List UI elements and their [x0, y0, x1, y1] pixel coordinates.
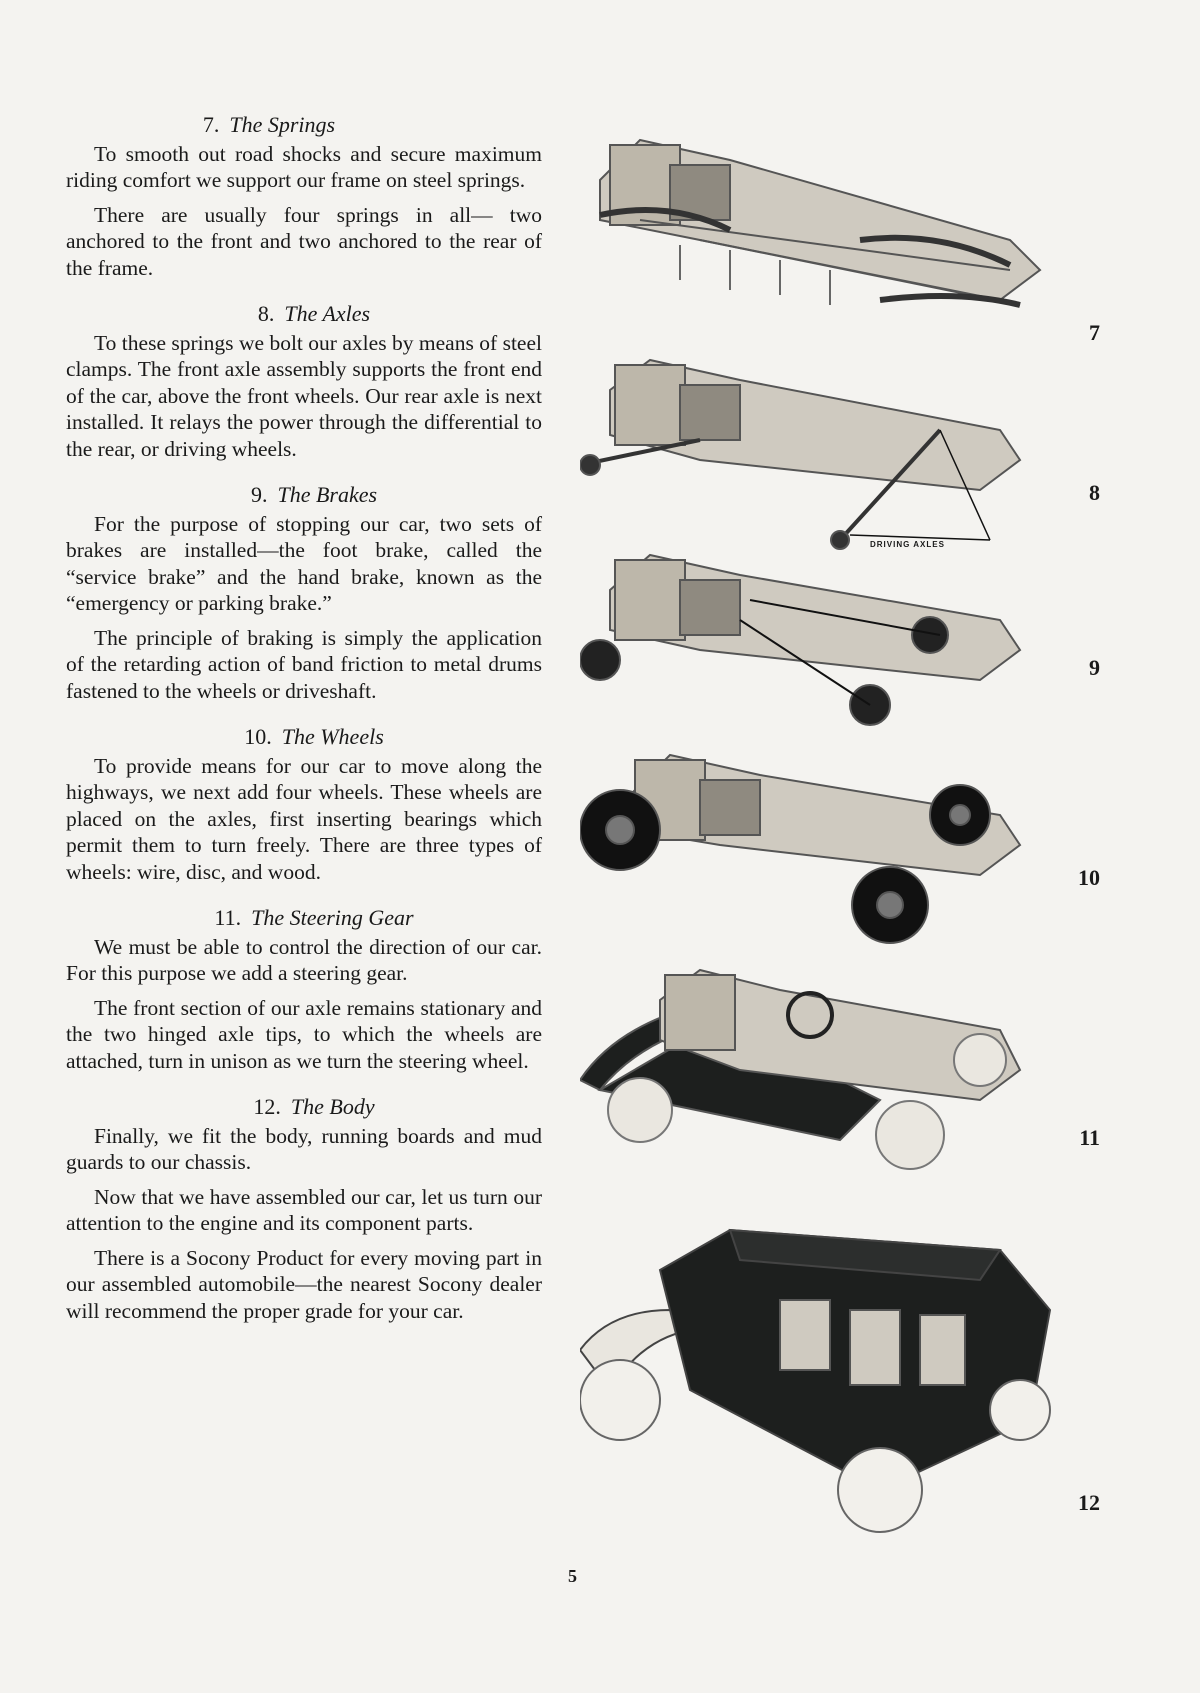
figure-label: 10: [1078, 865, 1100, 890]
section-heading-wheels: [66, 724, 542, 751]
chassis-brakes-illustration: [580, 540, 1100, 740]
section-number: 12.: [253, 1094, 281, 1119]
paragraph: Finally, we fit the body, running boards and mud guards to our chassis.: [66, 1123, 542, 1174]
chassis-steering-illustration: [580, 960, 1100, 1180]
chassis-axles-illustration: [580, 340, 1100, 560]
section-number: 11.: [214, 905, 242, 930]
figure-label: 7: [1089, 320, 1100, 345]
section-title: The Brakes: [277, 482, 378, 507]
section-title: The Axles: [284, 301, 371, 326]
driving-axles-caption: DRIVING AXLES: [870, 540, 945, 549]
section-title: The Steering Gear: [251, 905, 414, 930]
figure-label: 8: [1089, 480, 1100, 505]
section-number: 10.: [244, 724, 272, 749]
page-number: 5: [568, 1566, 577, 1586]
text-column: [66, 112, 542, 1332]
figure-label: 11: [1079, 1125, 1100, 1150]
paragraph: There are usually four springs in all— two anchored to the front and two anchored to the rear of the frame.: [66, 202, 542, 280]
section-heading-springs: [0, 112, 542, 139]
section-number: 7.: [202, 112, 220, 137]
paragraph: There is a Socony Product for every moving part in our assembled automobile—the nearest Socony dealer will recommend the proper grade for your car.: [66, 1245, 542, 1323]
figure-label: 12: [1078, 1490, 1100, 1515]
section-heading-steering-gear: [66, 905, 542, 932]
paragraph: To provide means for our car to move along the highways, we next add four wheels. These wheels are placed on the axles, first inserting bearings which permit them to turn freely. There are three types of wheels: wire, disc, and wood.: [66, 753, 542, 884]
section-number: 8.: [257, 301, 275, 326]
assembly-illustrations: [580, 120, 1100, 1540]
figure-body: [580, 1220, 1100, 1540]
section-number: 9.: [250, 482, 268, 507]
paragraph: For the purpose of stopping our car, two sets of brakes are installed—the foot brake, called the “service brake” and the hand brake, known as the “emergency or parking brake.”: [66, 511, 542, 615]
paragraph: The front section of our axle remains stationary and the two hinged axle tips, to which the wheels are attached, turn in unison as we turn the steering wheel.: [66, 995, 542, 1073]
paragraph: The principle of braking is simply the application of the retarding action of band friction to metal drums fastened to the wheels or driveshaft.: [66, 625, 542, 703]
chassis-springs-illustration: [580, 120, 1100, 350]
chassis-wheels-illustration: [580, 745, 1100, 955]
paragraph: We must be able to control the direction of our car. For this purpose we add a steering gear.: [66, 934, 542, 985]
figure-springs: [580, 120, 1100, 350]
figure-steering-gear: [580, 960, 1100, 1180]
figure-brakes: [580, 540, 1100, 740]
section-heading-brakes: [66, 482, 542, 509]
figure-axles: [580, 340, 1100, 560]
complete-car-illustration: [580, 1220, 1100, 1540]
section-title: The Wheels: [281, 724, 384, 749]
paragraph: Now that we have assembled our car, let us turn our attention to the engine and its component parts.: [66, 1184, 542, 1235]
section-title: The Body: [290, 1094, 375, 1119]
paragraph: To these springs we bolt our axles by means of steel clamps. The front axle assembly supports the front end of the car, above the front wheels. Our rear axle is next installed. It relays the power through the differential to the rear, or driving wheels.: [66, 330, 542, 461]
section-heading-axles: [66, 301, 542, 328]
section-heading-body: [66, 1094, 542, 1121]
figure-wheels: [580, 745, 1100, 955]
section-title: The Springs: [229, 112, 336, 137]
figure-label: 9: [1089, 655, 1100, 680]
paragraph: To smooth out road shocks and secure maximum riding comfort we support our frame on steel springs.: [66, 141, 542, 192]
